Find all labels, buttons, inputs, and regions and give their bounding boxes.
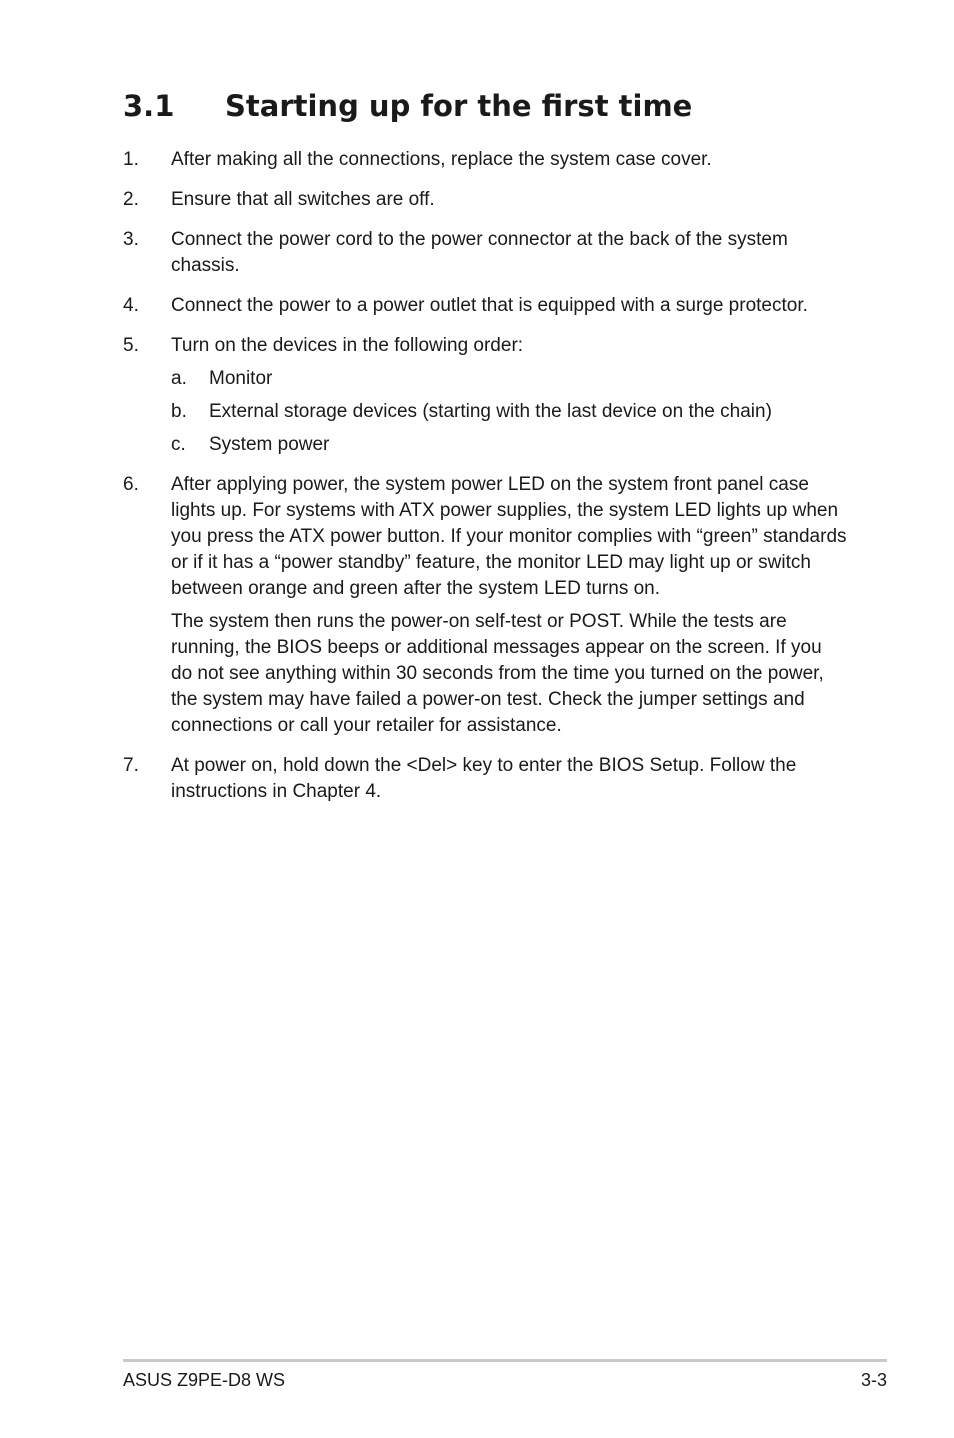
step-item (123, 187, 848, 213)
step-text: After making all the connections, replace the system case cover. (171, 149, 712, 170)
footer-page-number: 3-3 (860, 1370, 887, 1390)
sub-step-item (171, 366, 848, 392)
step-number: 7. (123, 755, 139, 776)
section-heading (123, 86, 692, 126)
sub-step-label: a. (171, 368, 187, 389)
section-title: Starting up for the first time (225, 89, 693, 123)
step-text: Connect the power to a power outlet that is equipped with a surge protector. (171, 295, 808, 316)
steps-list (123, 147, 848, 819)
step-number: 1. (123, 149, 139, 170)
step-number: 4. (123, 295, 139, 316)
step-text: Connect the power cord to the power connector at the back of the system chassis. (171, 229, 788, 276)
step-extra-paragraph: The system then runs the power-on self-test or POST. While the tests are running, the BIOS beeps or additional messages appear on the screen. If you do not see anything within 30 seconds from the time you turned on the power, the system may have failed a power-on test. Check the jumper settings and connections or call your retailer for assistance. (171, 611, 824, 736)
step-text: After applying power, the system power LED on the system front panel case lights up. For systems with ATX power supplies, the system LED lights up when you press the ATX power button. If your monitor complies with “green” standards or if it has a “power standby” feature, the monitor LED may light up or switch between orange and green after the system LED turns on. (171, 474, 847, 599)
step-number: 6. (123, 474, 139, 495)
sub-step-text: External storage devices (starting with the last device on the chain) (209, 401, 772, 422)
sub-step-text: System power (209, 434, 330, 455)
section-number: 3.1 (123, 89, 175, 123)
footer-product-name: ASUS Z9PE-D8 WS (123, 1370, 286, 1390)
step-number: 3. (123, 229, 139, 250)
sub-step-text: Monitor (209, 368, 273, 389)
step-text: Turn on the devices in the following order: (171, 335, 524, 356)
step-item (123, 293, 848, 319)
step-number: 2. (123, 189, 139, 210)
step-item (123, 472, 848, 739)
step-item (123, 147, 848, 173)
sub-step-label: c. (171, 434, 186, 455)
footer-divider (123, 1359, 887, 1362)
step-item (123, 227, 848, 279)
step-item (123, 333, 848, 458)
step-text: Ensure that all switches are off. (171, 189, 435, 210)
sub-step-item (171, 399, 848, 425)
sub-step-label: b. (171, 401, 187, 422)
step-item (123, 753, 848, 805)
sub-step-item (171, 432, 848, 458)
step-number: 5. (123, 335, 139, 356)
step-text: At power on, hold down the <Del> key to enter the BIOS Setup. Follow the instructions in Chapter 4. (171, 755, 797, 802)
